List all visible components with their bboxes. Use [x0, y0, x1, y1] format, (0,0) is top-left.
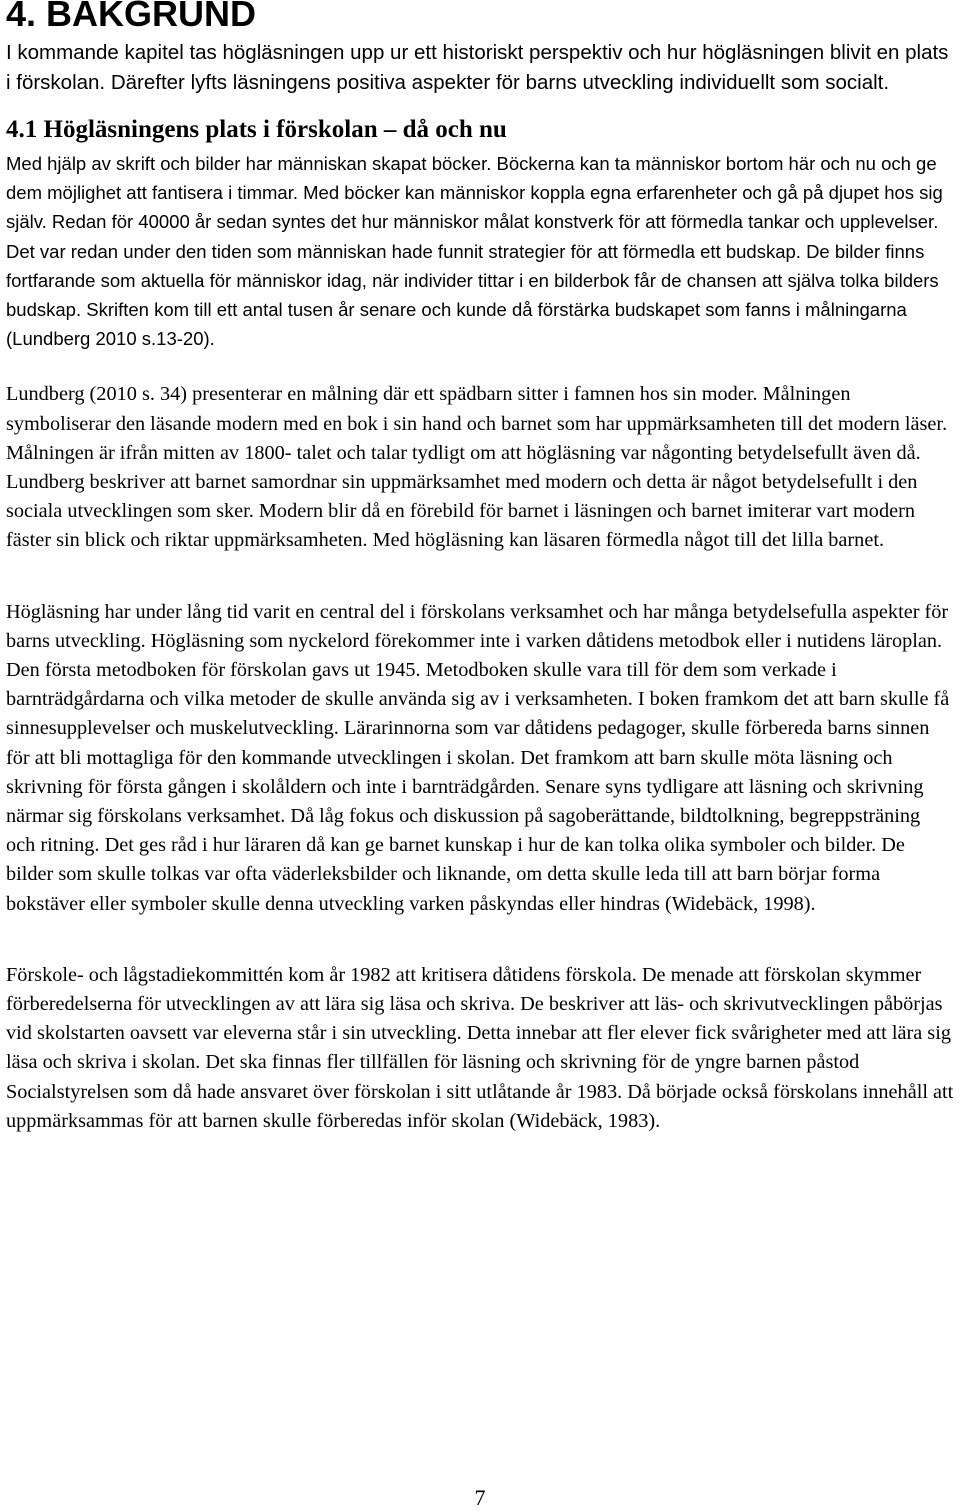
- section-paragraph-1: Med hjälp av skrift och bilder har människan skapat böcker. Böckerna kan ta människor bortom här och nu och ge dem möjlighet att fantisera i timmar. Med böcker kan människor koppla egna erfarenheter och gå på djupet hos sig själv. Redan för 40000 år sedan syntes det hur människor målat konstverk för att förmedla tankar och upplevelser. Det var redan under den tiden som människan hade funnit strategier för att förmedla ett budskap. De bilder finns fortfarande som aktuella för människor idag, när individer tittar i en bilderbok får de chansen att själva tolka bilders budskap. Skriften kom till ett antal tusen år senare och kunde då förstärka budskapet som fanns i målningarna (Lundberg 2010 s.13-20).: [6, 153, 943, 350]
- chapter-title: 4. BAKGRUND: [6, 0, 257, 34]
- section-paragraph-4: Förskole- och lågstadiekommittén kom år 1982 att kritisera dåtidens förskola. De menade att förskolan skymmer förberedelserna för utvecklingen av att lära sig läsa och skriva. De beskriver att läs- och skrivutvecklingen påbörjas vid skolstarten oavsett var eleverna står i sin utveckling. Detta innebar att fler elever fick svårigheter med att lära sig läsa och skriva i skolan. Det ska finnas fler tillfällen för läsning och skrivning för de yngre barnen påstod Socialstyrelsen som då hade ansvaret över förskolan i sitt utlåtande år 1983. Då började också förskolans innehåll att uppmärksammas för att barnen skulle förberedas inför skolan (Widebäck, 1983).: [6, 963, 954, 1132]
- page-number: 7: [474, 1485, 486, 1510]
- section-paragraph-3: Högläsning har under lång tid varit en central del i förskolans verksamhet och har många betydelsefulla aspekter för barns utveckling. Högläsning som nyckelord förekommer inte i varken dåtidens metodbok eller i nutidens läroplan. Den första metodboken för förskolan gavs ut 1945. Metodboken skulle vara till för dem som verkade i barnträdgårdarna och vilka metoder de skulle använda sig av i verksamheten. I boken framkom det att barn skulle få sinnesupplevelser och muskelutveckling. Lärarinnorna som var dåtidens pedagoger, skulle förbereda barns sinnen för att bli mottagliga för den kommande utvecklingen i skolan. Det framkom att barn skulle möta läsning och skrivning för första gången i skolåldern och inte i barnträdgården. Senare syns tydligare att läsning och skrivning närmar sig förskolans verksamhet. Då låg fokus och diskussion på sagoberättande, bildtolkning, begreppsträning och ritning. Det ges råd i hur läraren då kan ge barnet kunskap i hur de kan tolka olika symboler och bilder. De bilder som skulle tolkas var ofta väderleksbilder och liknande, om detta skulle leda till att barn börjar forma bokstäver eller symboler skulle denna utveckling varken påskyndas eller hindras (Widebäck, 1998).: [6, 600, 950, 915]
- section-paragraph-2: Lundberg (2010 s. 34) presenterar en målning där ett spädbarn sitter i famnen hos sin moder. Målningen symboliserar den läsande modern med en bok i sin hand och barnet som har uppmärksamheten till det modern läser. Målningen är ifrån mitten av 1800- talet och talar tydligt om att högläsning var någonting betydelsefullt även då. Lundberg beskriver att barnet samordnar sin uppmärksamhet med modern och detta är något betydelsefullt i den sociala utvecklingen som sker. Modern blir då en förebild för barnet i läsningen och barnet imiterar vart modern fäster sin blick och riktar uppmärksamheten. Med högläsning kan läsaren förmedla något till det lilla barnet.: [6, 383, 948, 552]
- section-heading: 4.1 Högläsningens plats i förskolan – då och nu: [6, 116, 507, 143]
- document-page: [6, 0, 954, 1136]
- intro-paragraph: I kommande kapitel tas högläsningen upp ur ett historiskt perspektiv och hur högläsningen blivit en plats i förskolan. Därefter lyfts läsningens positiva aspekter för barns utveckling individuellt som socialt.: [6, 41, 949, 94]
